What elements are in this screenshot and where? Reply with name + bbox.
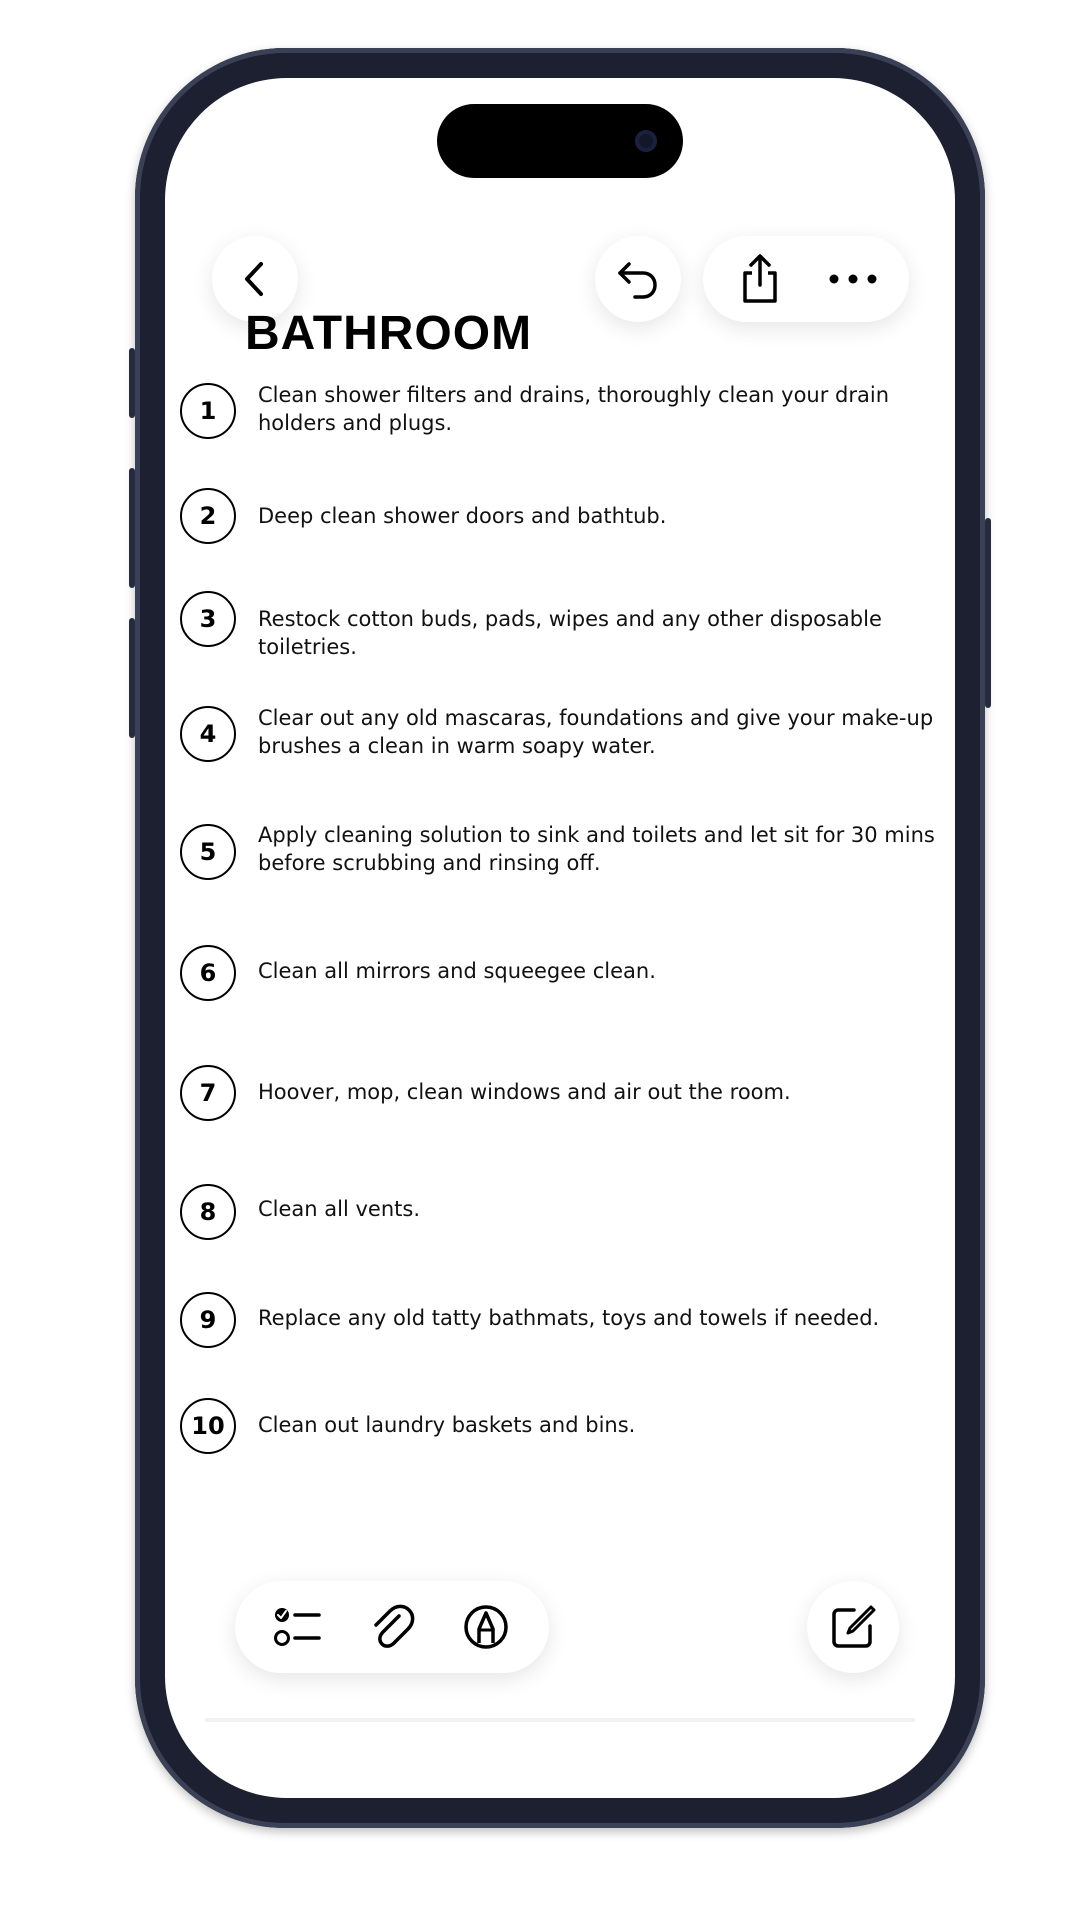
attach-button[interactable] (357, 1592, 427, 1662)
item-text[interactable]: Clean out laundry baskets and bins. (258, 1413, 636, 1437)
checklist-button[interactable] (263, 1592, 333, 1662)
item-number-badge: 4 (180, 706, 236, 762)
notes-screen (165, 78, 955, 1798)
item-text[interactable]: Clean all mirrors and squeegee clean. (258, 959, 656, 983)
item-text[interactable]: Restock cotton buds, pads, wipes and any other disposable toiletries. (258, 607, 882, 659)
item-number-badge: 10 (180, 1398, 236, 1454)
home-indicator (205, 1718, 915, 1722)
paperclip-icon (369, 1602, 415, 1652)
item-text[interactable]: Apply cleaning solution to sink and toilets and let sit for 30 mins before scrubbing and rinsing off. (258, 823, 935, 875)
volume-down-button (129, 618, 135, 738)
item-text[interactable]: Hoover, mop, clean windows and air out the room. (258, 1080, 791, 1104)
item-number-badge: 9 (180, 1292, 236, 1348)
note-title[interactable]: BATHROOM (245, 307, 533, 360)
item-number-badge: 3 (180, 591, 236, 647)
item-number-badge: 5 (180, 824, 236, 880)
item-text[interactable]: Clean shower filters and drains, thoroughly clean your drain holders and plugs. (258, 383, 890, 435)
item-number-badge: 6 (180, 945, 236, 1001)
item-text[interactable]: Clean all vents. (258, 1197, 420, 1221)
compose-icon (828, 1602, 878, 1652)
item-number-badge: 8 (180, 1184, 236, 1240)
checklist-icon (273, 1605, 323, 1649)
action-button (129, 348, 135, 418)
item-number-badge: 2 (180, 488, 236, 544)
bottom-tools-group (235, 1581, 549, 1673)
item-text[interactable]: Clear out any old mascaras, foundations and give your make-up brushes a clean in warm soapy water. (258, 706, 934, 758)
compose-button[interactable] (807, 1581, 899, 1673)
item-number-badge: 7 (180, 1065, 236, 1121)
markup-icon (462, 1603, 510, 1651)
item-text[interactable]: Deep clean shower doors and bathtub. (258, 504, 667, 528)
volume-up-button (129, 468, 135, 588)
power-button (985, 518, 991, 708)
task-list (180, 78, 950, 1578)
item-number-badge: 1 (180, 383, 236, 439)
markup-button[interactable] (451, 1592, 521, 1662)
item-text[interactable]: Replace any old tatty bathmats, toys and towels if needed. (258, 1306, 880, 1330)
